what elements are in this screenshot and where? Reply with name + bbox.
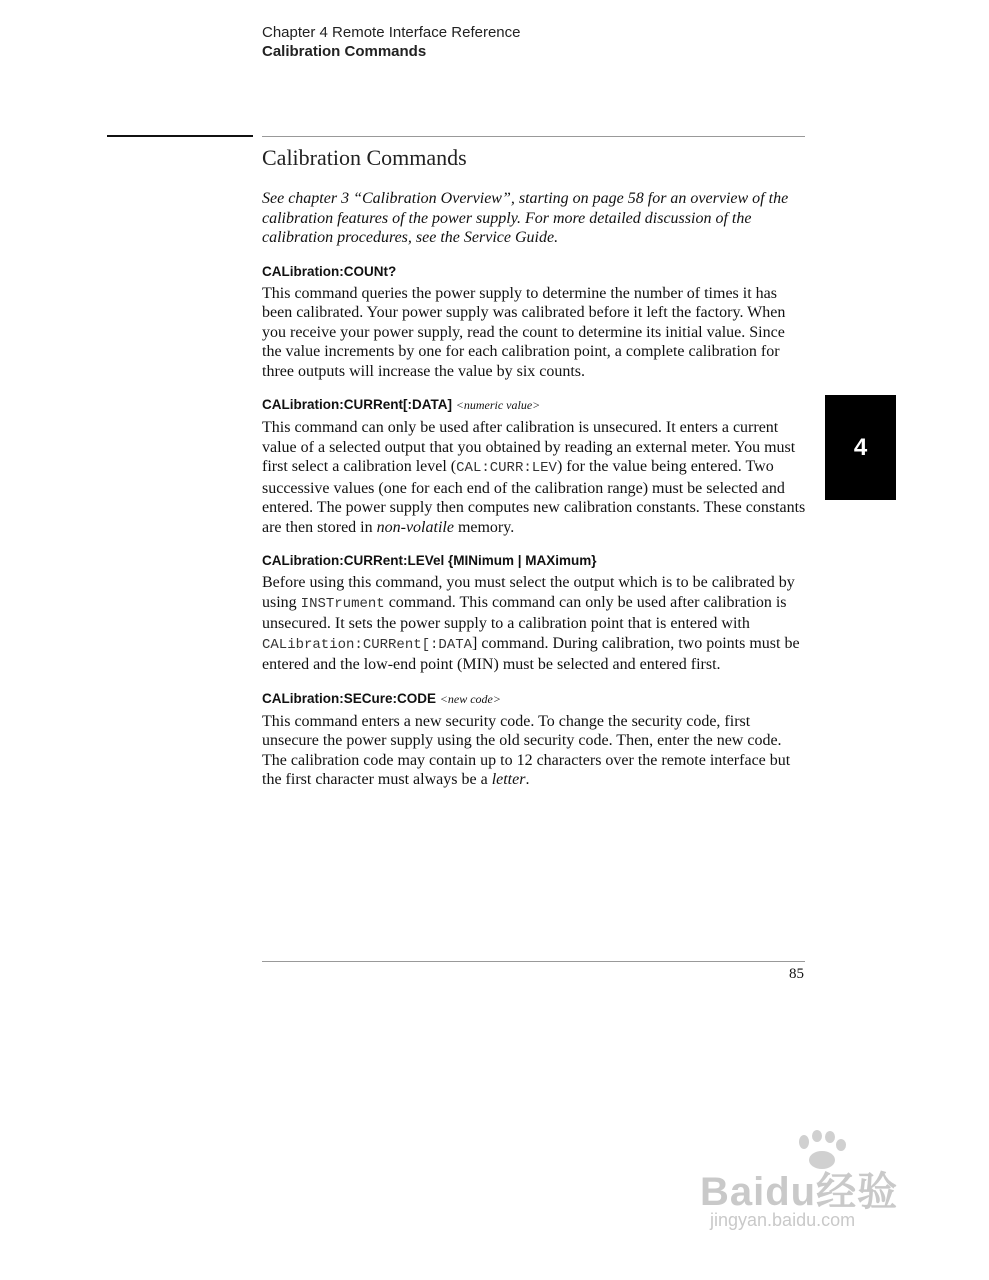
command-heading-current-data (262, 397, 807, 413)
command-name: CALibration:SECure:CODE (262, 690, 437, 706)
page-content (262, 145, 807, 806)
command-parameter: <numeric value> (455, 398, 541, 412)
text-segment: ] command. During calibration, two points must be entered and the low-end point (MIN) must be selected and entered first. (262, 634, 800, 673)
text-segment: . (525, 771, 530, 788)
command-description-current-level (262, 573, 807, 675)
running-header-chapter: Chapter 4 Remote Interface Reference (262, 24, 521, 41)
emphasis-segment: letter (491, 771, 526, 788)
command-heading-current-level (262, 553, 807, 568)
footer-rule (262, 961, 805, 962)
code-segment: CALibration:CURRent[:DATA (262, 636, 473, 653)
header-rule-left (107, 135, 253, 137)
code-segment: CAL:CURR:LEV (456, 460, 557, 476)
command-description-secure-code (262, 712, 807, 790)
command-name: CALibration:CURRent[:DATA] (262, 397, 452, 412)
text-segment: Before using this command, you must select the output which is to be calibrated by using (262, 574, 795, 611)
header-rule-right (262, 136, 805, 137)
text-segment: command. This command can only be used after calibration is unsecured. It sets the power supply to a calibration point that is entered with (262, 593, 787, 632)
page-number: 85 (789, 966, 804, 982)
intro-paragraph: See chapter 3 “Calibration Overview”, starting on page 58 for an overview of the calibration features of the power supply. For more detailed discussion of the calibration procedures, see the Service Guide. (262, 190, 789, 246)
chapter-thumb-tab (825, 395, 896, 500)
command-description-count: This command queries the power supply to determine the number of times it has been calibrated. Your power supply was calibrated before it left the factory. When you receive your power supply, read the count to determine its initial value. Since the value increments by one for each calibration point, a complete calibration for three outputs will increase the value by six counts. (262, 284, 786, 380)
chapter-tab-number: 4 (853, 433, 868, 461)
watermark-logo: Baidu经验 (700, 1170, 899, 1214)
command-description-current-data (262, 418, 807, 537)
command-heading-secure-code (262, 691, 807, 707)
text-segment: memory. (453, 518, 515, 536)
emphasis-segment: non-volatile (376, 518, 454, 536)
text-segment: ) for the value being entered. Two successive values (one for each end of the calibration range) must be selected and entered. The power supply then computes new calibration constants. These constants are then stored in (262, 458, 806, 536)
watermark-url: jingyan.baidu.com (710, 1210, 856, 1230)
command-name: CALibration:CURRent:LEVel {MINimum | MAXimum} (262, 553, 597, 568)
text-segment: This command can only be used after calibration is unsecured. It enters a current value of a selected output that you obtained by reading an external meter. You must first select a calibration level ( (262, 419, 796, 475)
command-name: CALibration:COUNt? (262, 263, 397, 279)
page-title: Calibration Commands (262, 145, 467, 170)
baidu-watermark (700, 1130, 940, 1240)
command-parameter: <new code> (439, 691, 501, 706)
code-segment: INSTrument (300, 595, 385, 612)
running-header-section: Calibration Commands (262, 43, 427, 60)
command-heading-count (262, 264, 807, 279)
text-segment: This command enters a new security code. To change the security code, first unsecure the power supply using the old security code. Then, enter the new code. The calibration code may contain up to 12 characters over the remote interface but the first character must always be a (262, 712, 791, 788)
